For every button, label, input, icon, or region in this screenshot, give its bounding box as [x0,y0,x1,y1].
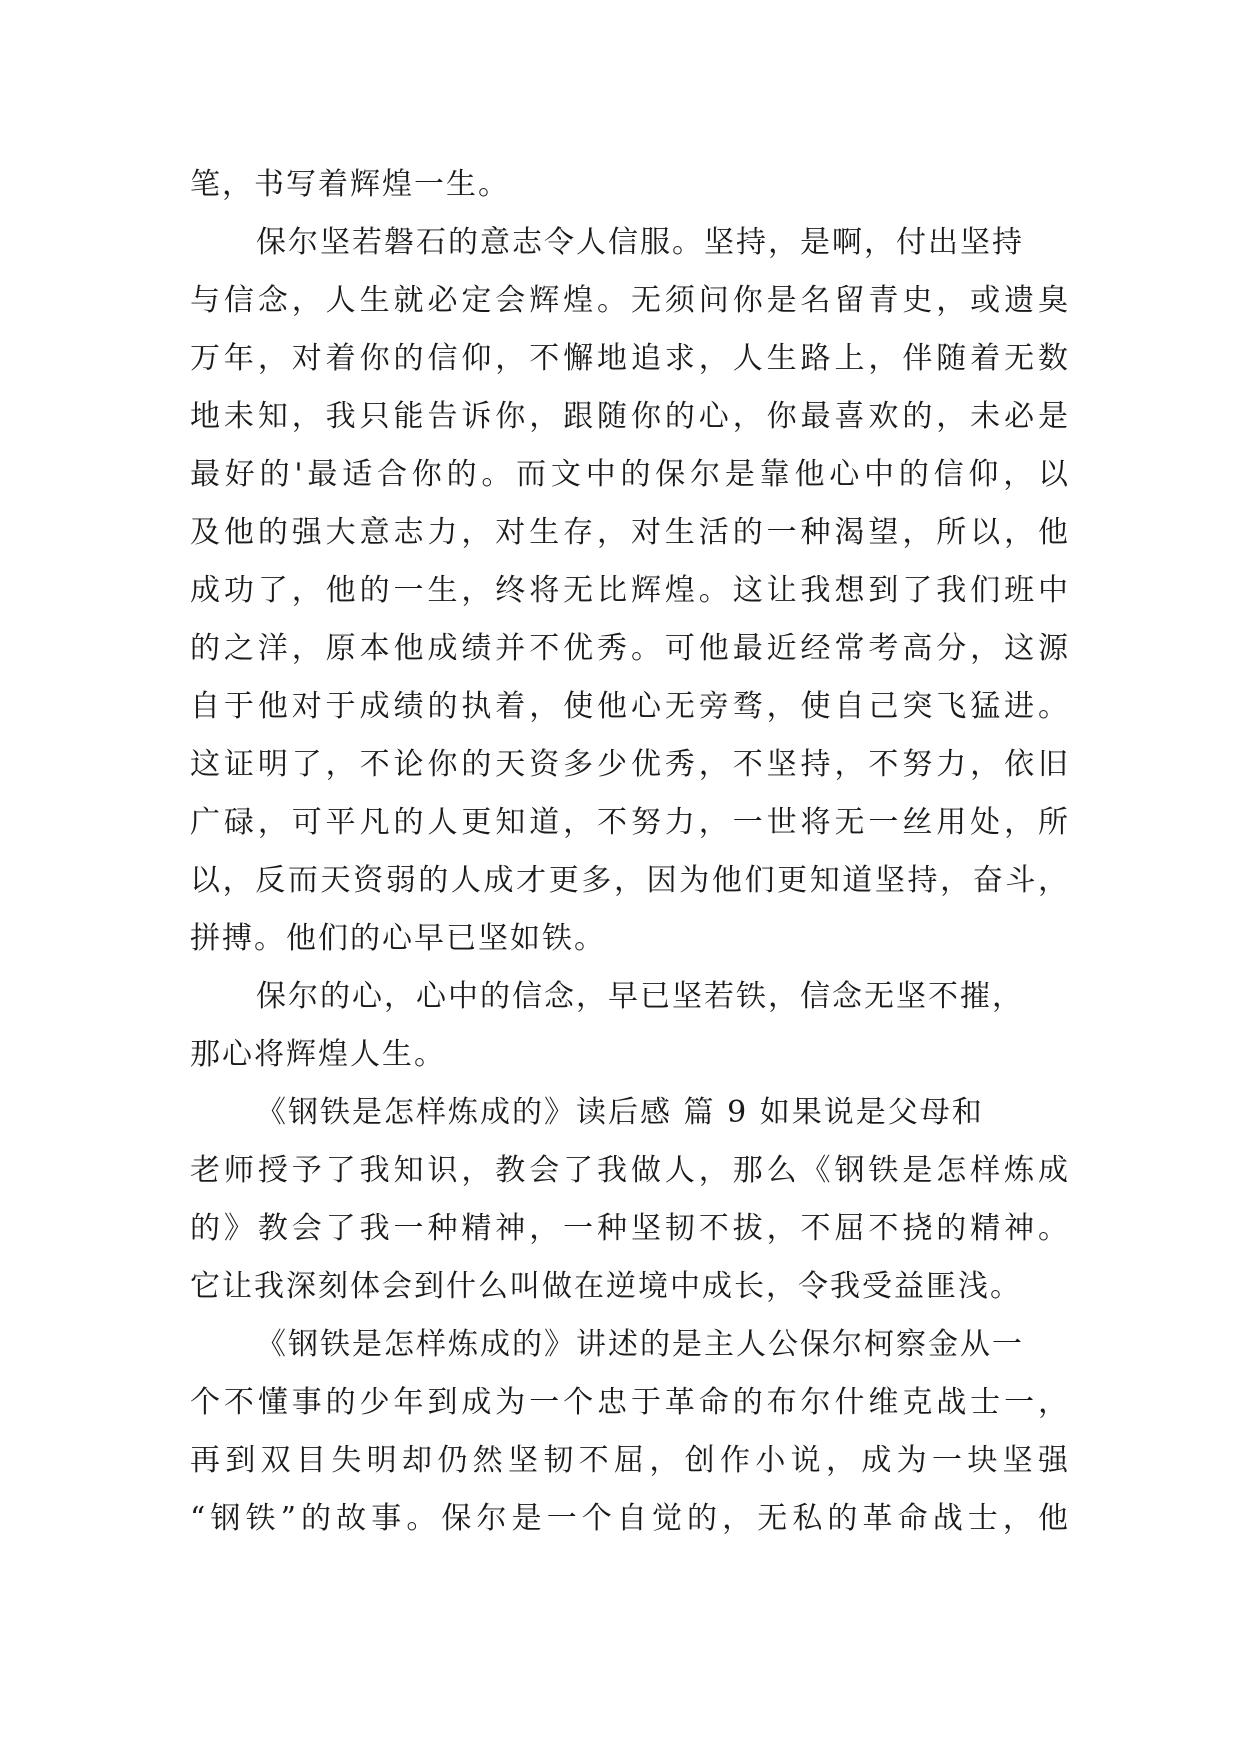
paragraph-start-line: 保尔的心，心中的信念，早已坚若铁，信念无坚不摧， [256,979,1024,1014]
text-line: 再到双目失明却仍然坚韧不屈，创作小说，成为一块坚强 [190,1443,1070,1478]
paragraph-start-line: 保尔坚若磐石的意志令人信服。坚持，是啊，付出坚持 [256,225,1024,260]
text-line: 自于他对于成绩的执着，使他心无旁骛，使自己突飞猛进。 [190,689,1070,724]
text-line: 地未知，我只能告诉你，跟随你的心，你最喜欢的，未必是 [190,399,1070,434]
text-line: 笔，书写着辉煌一生。 [190,167,510,202]
text-line: 广碌，可平凡的人更知道，不努力，一世将无一丝用处，所 [190,805,1070,840]
text-line: “钢铁”的故事。保尔是一个自觉的，无私的革命战士，他 [190,1501,1070,1536]
text-line: 的》教会了我一种精神，一种坚韧不拔，不屈不挠的精神。 [190,1211,1070,1246]
text-line: 万年，对着你的信仰，不懈地追求，人生路上，伴随着无数 [190,341,1070,376]
text-line: 以，反而天资弱的人成才更多，因为他们更知道坚持，奋斗， [190,863,1070,898]
text-line: 这证明了，不论你的天资多少优秀，不坚持，不努力，依旧 [190,747,1070,782]
section-heading-line: 《钢铁是怎样炼成的》读后感 篇 9 如果说是父母和 [256,1095,984,1130]
text-line: 个不懂事的少年到成为一个忠于革命的布尔什维克战士一， [190,1385,1070,1420]
paragraph-start-line: 《钢铁是怎样炼成的》讲述的是主人公保尔柯察金从一 [256,1327,1024,1362]
text-line: 它让我深刻体会到什么叫做在逆境中成长，令我受益匪浅。 [190,1269,1022,1304]
text-line: 成功了，他的一生，终将无比辉煌。这让我想到了我们班中 [190,573,1070,608]
document-body [190,156,1070,1548]
text-line: 最好的'最适合你的。而文中的保尔是靠他心中的信仰，以 [190,457,1070,492]
text-line: 的之洋，原本他成绩并不优秀。可他最近经常考高分，这源 [190,631,1070,666]
text-line: 那心将辉煌人生。 [190,1037,446,1072]
text-line: 与信念，人生就必定会辉煌。无须问你是名留青史，或遗臭 [190,283,1070,318]
text-line: 拼搏。他们的心早已坚如铁。 [190,921,606,956]
text-line: 及他的强大意志力，对生存，对生活的一种渴望，所以，他 [190,515,1070,550]
text-line: 老师授予了我知识，教会了我做人，那么《钢铁是怎样炼成 [190,1153,1070,1188]
